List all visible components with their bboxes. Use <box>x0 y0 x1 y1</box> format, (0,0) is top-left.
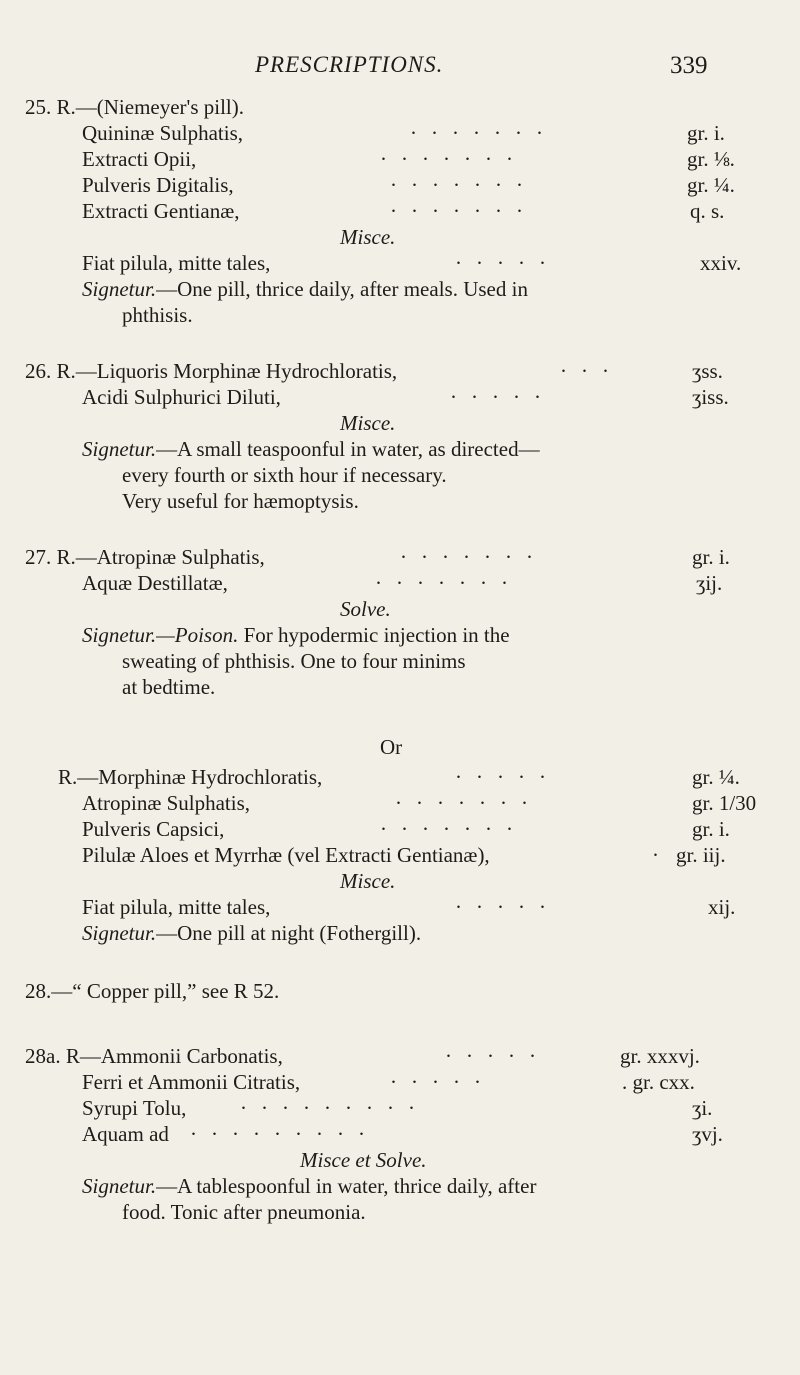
signetur-text: —One pill at night (Fothergill). <box>156 921 422 945</box>
ingredient-name: Extracti Opii, <box>82 147 197 171</box>
page-number: 339 <box>670 52 708 79</box>
signetur-continuation: every fourth or sixth hour if necessary. <box>122 463 447 487</box>
leader-dots: ······· <box>380 147 527 171</box>
signetur-continuation: sweating of phthisis. One to four minims <box>122 649 466 673</box>
leader-dots: ····· <box>450 385 555 409</box>
misce-instruction: Misce. <box>340 411 396 435</box>
prescription-number: 26. <box>25 359 52 383</box>
recipe-symbol: R <box>233 979 248 1003</box>
signetur-continuation: food. Tonic after pneumonia. <box>122 1200 366 1224</box>
signetur-line <box>82 436 540 462</box>
ingredient-name: Aquæ Destillatæ, <box>82 571 228 595</box>
ingredient-quantity: . gr. cxx. <box>622 1070 695 1094</box>
ingredient-name: Extracti Gentianæ, <box>82 199 240 223</box>
signetur-label: Signetur. <box>82 437 157 461</box>
ingredient-quantity: gr. ¼. <box>692 765 740 789</box>
leader-dots: ······· <box>390 199 537 223</box>
signetur-line <box>82 276 528 302</box>
recipe-symbol: R <box>65 1044 80 1068</box>
recipe-symbol: R. <box>58 765 78 789</box>
ingredient-name: Syrupi Tolu, <box>82 1096 187 1120</box>
ingredient-name: —Liquoris Morphinæ Hydrochloratis, <box>75 359 398 383</box>
prescription-27-heading <box>25 544 265 570</box>
signetur-continuation: phthisis. <box>122 303 193 327</box>
fiat-quantity: xij. <box>708 895 736 919</box>
solve-instruction: Solve. <box>340 597 391 621</box>
signetur-continuation: Very useful for hæmoptysis. <box>122 489 359 513</box>
leader-dots: · <box>652 843 673 867</box>
ingredient-quantity: q. s. <box>690 199 725 223</box>
ingredient-quantity: ʒvj. <box>692 1122 723 1146</box>
prescription-number: 25. <box>25 95 52 119</box>
leader-dots: ····· <box>455 765 560 789</box>
ingredient-name: Atropinæ Sulphatis, <box>82 791 251 815</box>
ingredient-quantity: ʒss. <box>692 359 723 383</box>
ingredient-name: Aquam ad <box>82 1122 169 1146</box>
ingredient-name: —Morphinæ Hydrochloratis, <box>77 765 323 789</box>
leader-dots: ····· <box>445 1044 550 1068</box>
fiat-line: Fiat pilula, mitte tales, <box>82 251 271 275</box>
or-separator: Or <box>380 735 403 759</box>
leader-dots: ········· <box>190 1122 379 1146</box>
signetur-text: —A tablespoonful in water, thrice daily, after <box>156 1174 537 1198</box>
ingredient-name: Pulveris Capsici, <box>82 817 225 841</box>
cross-reference-text: —“ Copper pill,” see <box>51 979 229 1003</box>
alt-prescription-heading <box>58 764 322 790</box>
leader-dots: ····· <box>390 1070 495 1094</box>
signetur-label: Signetur. <box>82 921 157 945</box>
prescription-25-heading <box>25 94 244 120</box>
prescription-title: —(Niemeyer's pill). <box>75 95 245 119</box>
signetur-line <box>82 920 421 946</box>
misce-instruction: Misce. <box>340 869 396 893</box>
leader-dots: ······· <box>410 121 557 145</box>
prescription-number: 28. <box>25 979 52 1003</box>
prescription-number: 28a. <box>25 1044 61 1068</box>
ingredient-quantity: gr. i. <box>692 545 730 569</box>
ingredient-name: Pulveris Digitalis, <box>82 173 234 197</box>
ingredient-quantity: ʒi. <box>692 1096 713 1120</box>
misce-instruction: Misce. <box>340 225 396 249</box>
ingredient-quantity: gr. i. <box>687 121 725 145</box>
leader-dots: ····· <box>455 895 560 919</box>
ingredient-quantity: ʒiss. <box>692 385 729 409</box>
ingredient-quantity: gr. ¼. <box>687 173 735 197</box>
leader-dots: ······· <box>375 571 522 595</box>
running-header-title: PRESCRIPTIONS. <box>255 52 444 77</box>
ingredient-quantity: gr. i. <box>692 817 730 841</box>
ingredient-name: —Atropinæ Sulphatis, <box>75 545 265 569</box>
ingredient-name: Acidi Sulphurici Diluti, <box>82 385 281 409</box>
signetur-text: —A small teaspoonful in water, as directed— <box>156 437 540 461</box>
signetur-text: For hypodermic injection in the <box>238 623 510 647</box>
prescription-28-line <box>25 978 279 1004</box>
ingredient-quantity: gr. 1/30 <box>692 791 757 815</box>
signetur-text: —One pill, thrice daily, after meals. Used in <box>156 277 528 301</box>
ingredient-quantity: gr. ⅛. <box>687 147 735 171</box>
signetur-label: Signetur. <box>82 277 157 301</box>
ingredient-name: —Ammonii Carbonatis, <box>79 1044 283 1068</box>
cross-reference-number: 52. <box>253 979 280 1003</box>
ingredient-name: Pilulæ Aloes et Myrrhæ (vel Extracti Gentianæ), <box>82 843 490 867</box>
ingredient-name: Ferri et Ammonii Citratis, <box>82 1070 301 1094</box>
signetur-label: Signetur. <box>82 1174 157 1198</box>
fiat-quantity: xxiv. <box>700 251 742 275</box>
leader-dots: ······· <box>395 791 542 815</box>
signetur-label: Signetur. <box>82 623 157 647</box>
ingredient-quantity: gr. xxxvj. <box>620 1044 700 1068</box>
leader-dots: ······· <box>380 817 527 841</box>
prescription-26-heading <box>25 358 397 384</box>
fiat-line: Fiat pilula, mitte tales, <box>82 895 271 919</box>
recipe-symbol: R. <box>56 545 76 569</box>
leader-dots: ······· <box>390 173 537 197</box>
leader-dots: ········· <box>240 1096 429 1120</box>
recipe-symbol: R. <box>56 95 76 119</box>
ingredient-name: Quininæ Sulphatis, <box>82 121 244 145</box>
prescription-number: 27. <box>25 545 52 569</box>
signetur-line <box>82 1173 536 1199</box>
leader-dots: ····· <box>455 251 560 275</box>
signetur-line <box>82 622 510 648</box>
ingredient-quantity: gr. iij. <box>676 843 726 867</box>
prescription-28a-heading <box>25 1043 283 1069</box>
poison-warning: —Poison. <box>156 623 239 647</box>
leader-dots: ······· <box>400 545 547 569</box>
leader-dots: ··· <box>560 359 623 383</box>
ingredient-quantity: ʒij. <box>696 571 723 595</box>
signetur-continuation: at bedtime. <box>122 675 216 699</box>
misce-instruction: Misce et Solve. <box>300 1148 427 1172</box>
recipe-symbol: R. <box>56 359 76 383</box>
